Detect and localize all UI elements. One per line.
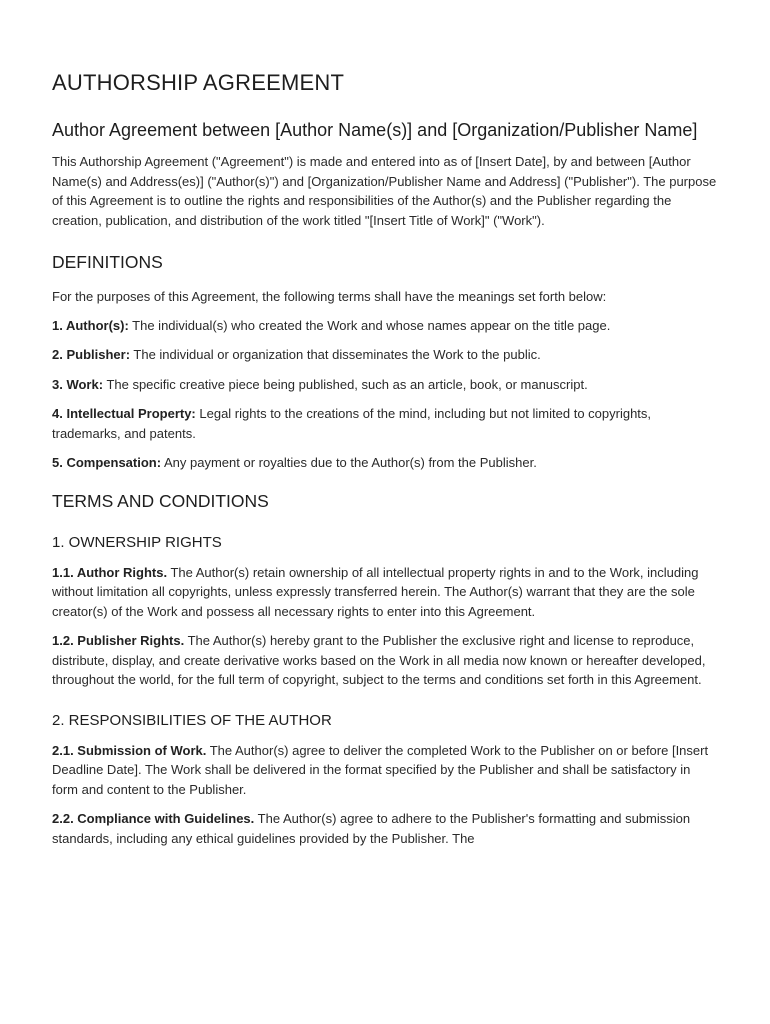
clause-label: 2.1. Submission of Work.	[52, 742, 207, 758]
clause-label: 2.2. Compliance with Guidelines.	[52, 811, 255, 826]
terms-heading: TERMS AND CONDITIONS	[52, 490, 269, 511]
definition-text: Any payment or royalties due to the Author(s) from the Publisher.	[161, 455, 537, 470]
document-title: AUTHORSHIP AGREEMENT	[52, 70, 345, 95]
definition-item	[52, 375, 718, 395]
definitions-heading: DEFINITIONS	[52, 252, 163, 272]
clause-text: The Author(s) retain ownership of all intellectual property rights in and to the Work, including without limitation all copyrights, unless expressly transferred herein. The Author(s) warrant that they are the sole creator(s) of the Work and possess all necessary rights to enter into this Agreement.	[52, 564, 699, 619]
definition-term: 1. Author(s):	[52, 317, 129, 333]
definitions-lead: For the purposes of this Agreement, the following terms shall have the meanings set forth below:	[52, 289, 607, 304]
definition-text: The specific creative piece being published, such as an article, book, or manuscript.	[103, 376, 588, 392]
definition-item	[52, 404, 718, 443]
definition-term: 5. Compensation:	[52, 455, 162, 470]
clause-text: The Author(s) agree to deliver the completed Work to the Publisher on or before [Insert Deadline Date]. The Work shall be delivered in the format specified by the Publisher and shall be satisfactory in form and content to the Publisher.	[52, 742, 709, 797]
definition-item	[52, 453, 718, 473]
clause-paragraph	[52, 631, 718, 690]
terms-section	[52, 491, 718, 849]
document-subtitle: Author Agreement between [Author Name(s)] and [Organization/Publisher Name]	[52, 120, 698, 140]
definition-term: 2. Publisher:	[52, 347, 131, 362]
definitions-section	[52, 252, 718, 473]
definition-item	[52, 345, 718, 365]
clause-paragraph	[52, 741, 718, 800]
definition-text: The individual or organization that disseminates the Work to the public.	[130, 347, 541, 362]
clause-paragraph	[52, 809, 718, 848]
definition-item	[52, 316, 718, 336]
intro-paragraph: This Authorship Agreement ("Agreement") is made and entered into as of [Insert Date], by and between [Author Name(s) and Address(es)] ("Author(s)") and [Organization/Publisher Name and Address] ("Publisher"). The purpose of this Agreement is to outline the rights and responsibilities of the Author(s) and the Publisher regarding the creation, publication, and distribution of the work titled "[Insert Title of Work]" ("Work").	[52, 154, 717, 228]
ownership-rights-heading: 1. OWNERSHIP RIGHTS	[52, 533, 222, 551]
clause-label: 1.2. Publisher Rights.	[52, 633, 185, 648]
clause-text: The Author(s) agree to adhere to the Publisher's formatting and submission standards, including any ethical guidelines provided by the Publisher. The	[52, 811, 691, 846]
definition-term: 3. Work:	[52, 376, 104, 392]
clause-label: 1.1. Author Rights.	[52, 564, 168, 580]
definition-text: Legal rights to the creations of the mind, including but not limited to copyrights, trademarks, and patents.	[52, 406, 652, 441]
author-responsibilities-heading: 2. RESPONSIBILITIES OF THE AUTHOR	[52, 711, 332, 729]
clause-paragraph	[52, 563, 718, 622]
ownership-rights-section	[52, 534, 718, 690]
clause-text: The Author(s) hereby grant to the Publisher the exclusive right and license to reproduce, distribute, display, and create derivative works based on the Work in all media now known or hereafter developed, throughout the world, for the full term of copyright, subject to the terms and conditions set forth in this Agreement.	[52, 633, 706, 687]
definition-text: The individual(s) who created the Work and whose names appear on the title page.	[128, 317, 611, 333]
author-responsibilities-section	[52, 712, 718, 849]
definition-term: 4. Intellectual Property:	[52, 406, 196, 421]
